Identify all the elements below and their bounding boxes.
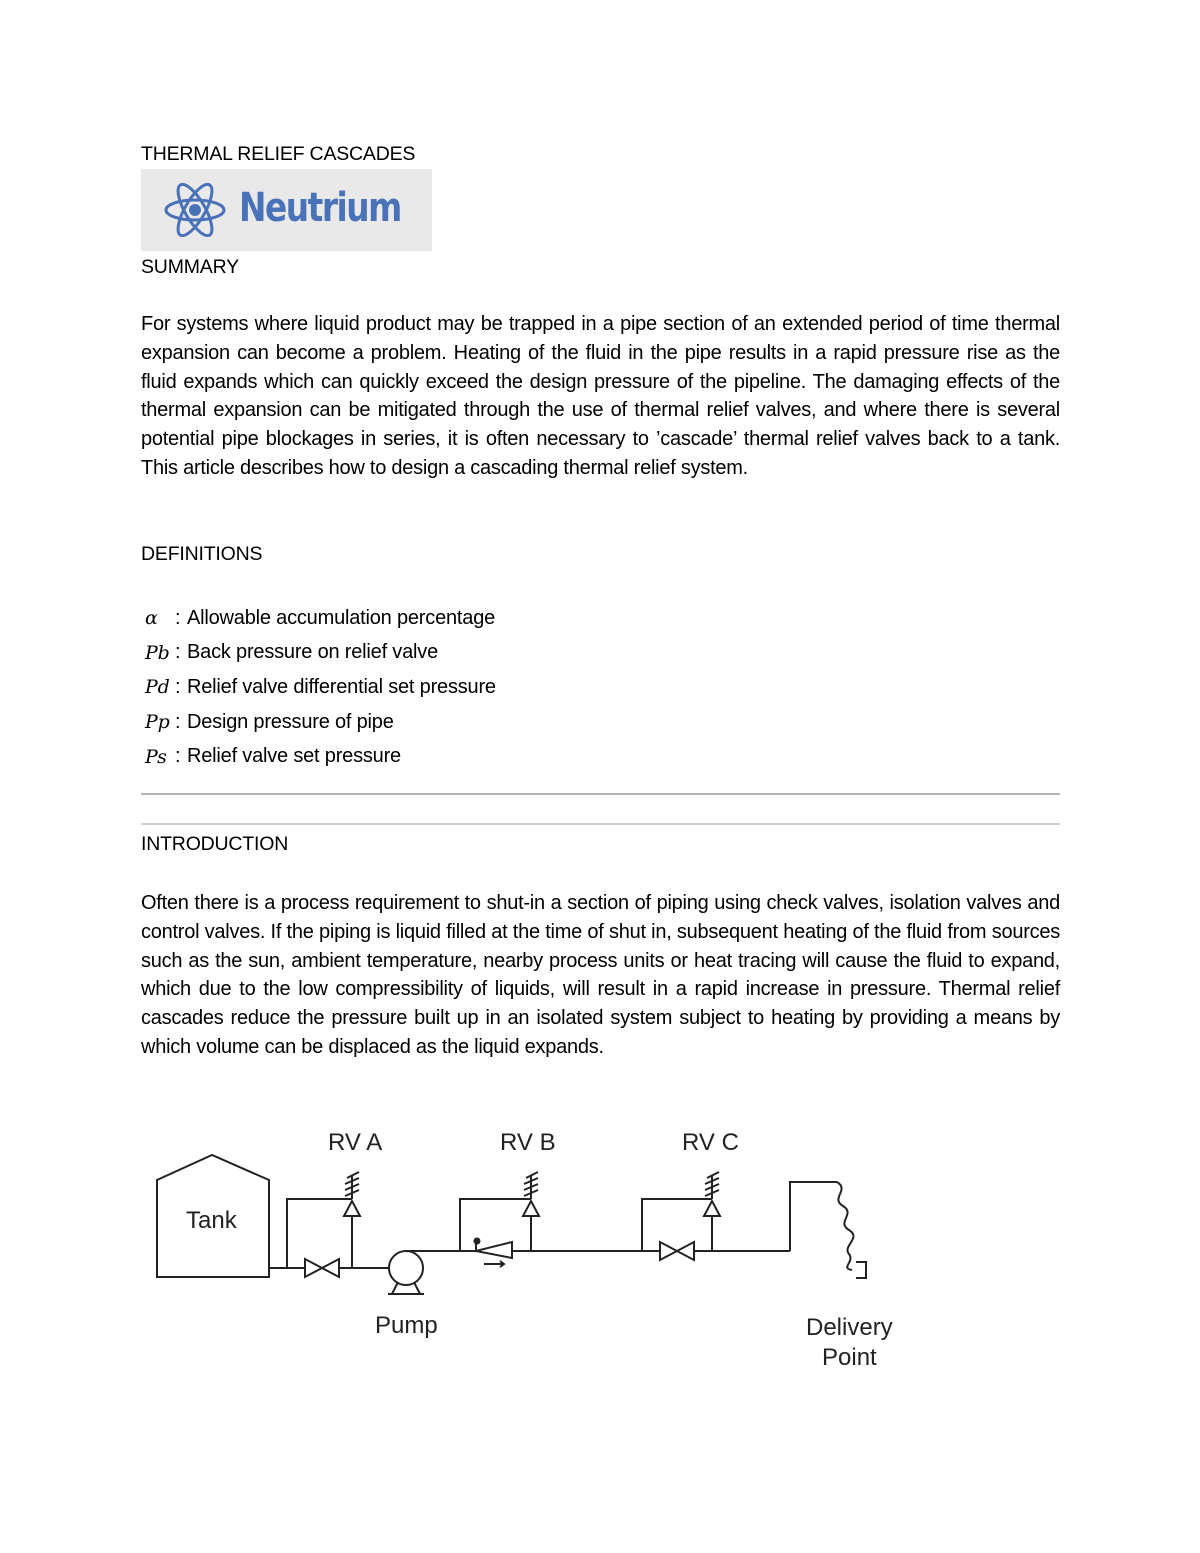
introduction-paragraph: Often there is a process requirement to shut-in a section of piping using check valves, isolation valves and control valves. If the piping is liquid filled at the time of shut in, subsequent heating of the fluid from sources such as the sun, ambient temperature, nearby process units or heat tracing will cause the fluid to expand, which due to the low compressibility of liquids, will result in a rapid increase in pressure. Thermal relief cascades reduce the pressure built up in an isolated system subject to heating by providing a means by which volume can be displaced as the liquid expands. [141, 892, 1060, 1058]
logo-wordmark: Neutrium [239, 185, 401, 231]
definition-symbol: α [145, 607, 158, 630]
definition-item: Pb : Back pressure on relief valve [145, 641, 438, 664]
check-valve-b [476, 1240, 512, 1258]
definition-item: α : Allowable accumulation percentage [145, 606, 496, 630]
relief-valve-a [344, 1201, 360, 1216]
pump-label: Pump [375, 1312, 438, 1339]
introduction-heading: INTRODUCTION [141, 833, 289, 855]
relief-valve-c [704, 1201, 720, 1216]
summary-heading: SUMMARY [141, 256, 239, 278]
horizontal-divider [141, 823, 1060, 825]
delivery-hose [837, 1182, 854, 1270]
definition-text: Relief valve set pressure [187, 745, 401, 768]
relief-valve-a-spring [345, 1172, 359, 1199]
horizontal-divider [141, 793, 1060, 795]
thermal-relief-diagram [141, 1115, 921, 1395]
definitions-list [145, 601, 745, 774]
isolation-valve-c [660, 1242, 694, 1260]
definition-symbol: Ps [145, 745, 167, 768]
tank-label: Tank [186, 1207, 237, 1234]
definition-symbol: Pd [145, 676, 170, 699]
definition-symbol: Pb [145, 641, 170, 664]
definition-item: Pp : Design pressure of pipe [145, 710, 394, 734]
definition-text: Design pressure of pipe [187, 710, 394, 733]
rv-a-label: RV A [328, 1129, 383, 1156]
relief-valve-c-spring [705, 1172, 719, 1199]
definition-text: Relief valve differential set pressure [187, 675, 496, 698]
relief-valve-b [523, 1201, 539, 1216]
neutrium-logo [141, 169, 432, 251]
isolation-valve-a [305, 1259, 339, 1277]
document-title: THERMAL RELIEF CASCADES [141, 143, 416, 165]
pump-shape [389, 1251, 423, 1285]
definition-item: Ps : Relief valve set pressure [145, 745, 401, 768]
summary-paragraph: For systems where liquid product may be trapped in a pipe section of an extended period of time thermal expansion can become a problem. Heating of the fluid in the pipe results in a rapid pressure rise as the fluid expands which can quickly exceed the design pressure of the pipeline. The damaging effects of the thermal expansion can be mitigated through the use of thermal relief valves, and where there is several potential pipe blockages in series, it is often necessary to ’cascade’ thermal relief valves back to a tank. This article describes how to design a cascading thermal relief system. [141, 313, 1060, 479]
rv-b-label: RV B [500, 1129, 556, 1156]
definition-text: Allowable accumulation percentage [187, 606, 496, 629]
delivery-label-line2: Point [822, 1344, 877, 1371]
definitions-heading: DEFINITIONS [141, 543, 263, 565]
rv-c-label: RV C [682, 1129, 739, 1156]
definition-symbol: Pp [145, 711, 170, 734]
relief-valve-b-spring [524, 1172, 538, 1199]
definition-text: Back pressure on relief valve [187, 641, 438, 664]
definition-item: Pd : Relief valve differential set pressure [145, 675, 496, 699]
delivery-label-line1: Delivery [806, 1314, 893, 1341]
